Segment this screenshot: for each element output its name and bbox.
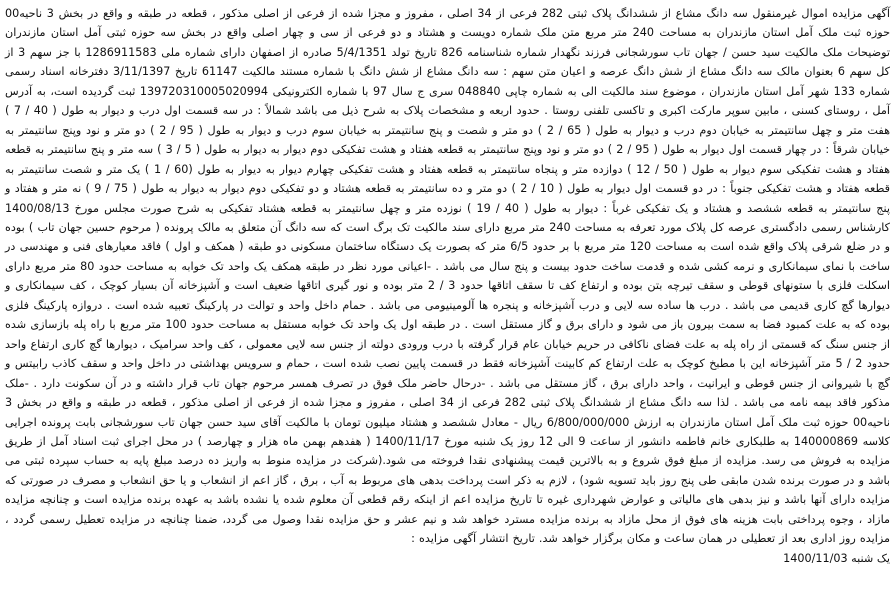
auction-notice-publish-date: یک شنبه 1400/11/03 [783, 551, 890, 565]
auction-notice-body: آگهی مزایده اموال غیرمنقول سه دانگ مشاع از ششدانگ پلاک ثبتی 282 فرعی از 34 اصلی ، مفروز و مجزا شده از فرعی از اصلی مذکور ، قطعه در طبقه و واقع در بخش 3 ناحیه00 حوزه ثبت ملک آمل استان مازندران به مساحت 240 متر مربع متن ملک شماره دویست و هشتاد و دو فرعی از سی و چهار اصلی واقع در بخش سه حوزه ثبتی آمل استان مازندران توضیحات ملک مالکیت سید حسن / جهان تاب سورشجانی فرزند نگهدار شماره شناسنامه 826 تاریخ تولد 5/4/1351 صادره از اصفهان دارای شماره ملی 1286911583 با جز سهم 3 از کل سهم 6 بعنوان مالک سه دانگ مشاع از شش دانگ عرصه و اعیان متن سهم : سه دانگ مشاع از شش دانگ با شماره مستند مالکیت 61147 تاریخ 3/11/1397 دفترخانه اسناد رسمی شماره 133 شهر آمل استان مازندران ، موضوع سند مالکیت الی به شماره چاپی 048840 سری ج سال 97 با شماره الکترونیکی 139720310005020994 ثبت گردیده است، به آدرس آمل ، روستای کسنی ، مابین سوپر مارکت اکبری و تاکسی تلفنی روستا . حدود اربعه و مشخصات پلاک به شرح ذیل می باشد شمالاً : در سه قسمت اول درب و دیوار به طول ( 40 / 7 ) هفت متر و چهل سانتیمتر به خیابان دوم درب و دیوار به طول ( 65 / 2 ) دو متر و شصت و پنج سانتیمتر به خیابان سوم درب و دیوار به طول ( 95 / 2 ) دو متر و نود وپنج سانتیمتر به خیابان شرقاً : در چهار قسمت اول دیوار به طول ( 95 / 2 ) دو متر و نود وپنج سانتیمتر به قطعه هفتاد و هشت تفکیکی دوم دیوار به دیوار به طول ( 5 / 3 ) سه متر و پنج سانتیمتر به قطعه هفتاد و هشت تفکیکی سوم دیوار به طول ( 50 / 12 ) دوازده متر و پنجاه سانتیمتر به قطعه هفتاد و هشت تفکیکی چهارم دیوار به دیوار به طول (60 / 1 ) یک متر و شصت سانتیمتر به قطعه هفتاد و هشت تفکیکی جنوباً : در دو قسمت اول دیوار به طول ( 10 / 2 ) دو متر و ده سانتیمتر به قطعه هشتاد و دو تفکیکی دوم دیوار به دیوار به طول ( 75 / 9 ) نه متر و هفتاد و پنج سانتیمتر به قطعه ششصد و هشتاد و یک تفکیکی غرباً : دیوار به طول ( 40 / 19 ) نوزده متر و چهل سانتیمتر به قطعه هشتاد تفکیکی به شرح صورت مجلس مورخ 1400/08/13 کارشناس رسمی دادگستری عرصه کل پلاک مورد تعرفه به مساحت 240 متر مربع دارای سند مالکیت تک برگ است که سه دانگ آن متعلق به مالک پرونده ( مرحوم حسین جهان تاب ) بوده و در ضلع شرقی پلاک واقع شده است به مساحت 120 متر مربع با بر حدود 6/5 متر که بصورت یک دستگاه ساختمان مسکونی دو طبقه ( همکف و اول ) فاقد معیارهای فنی و مهندسی در ساخت با نمای سیمانکاری و نرمه کشی شده و قدمت ساخت حدود بیست و پنج سال می باشد . -اعیانی مورد نظر در طبقه همکف یک واحد تک خوابه به مساحت حدود 80 متر مربع دارای اسکلت فلزی با ستونهای قوطی و سقف تیرچه بتن بوده و ارتفاع کف تا سقف اتاقها حدود 3 / 2 متر بوده و نور گیری اتاقها ضعیف است و آشپزخانه آن بسیار کوچک ، کف سیمانکاری و دیوارها گچ کاری قدیمی می باشد . درب ها ساده سه لایی و درب آشپزخانه و پنجره ها آلومینیومی می باشد . حمام داخل واحد و توالت در پارکینگ تعبیه شده است . دروازه پارکینگ فلزی بوده که به علت کمبود فضا به سمت بیرون باز می شود و دارای برق و گاز مستقل است . در طبقه اول یک واحد تک خوابه مستقل به مساحت حدود 100 متر مربع با راه پله بازسازی شده از جنس سنگ که قسمتی از راه پله به علت فضای ناکافی در حریم خیابان عام قرار گرفته با درب ورودی دولته از جنس سه لایی معمولی ، کف واحد سرامیک ، دیوارها گچ کاری ارتفاع واحد حدود 2 / 5 متر آشپزخانه این با مطبخ کوچک به علت ارتفاع کم کابینت آشپزخانه فقط در قسمت پایین نصب شده است ، حمام و سرویس بهداشتی در داخل واحد و سقف کاذب رابیتس و گچ با شیروانی از جنس قوطی و ایرانیت ، واحد دارای برق ، گاز مستقل می باشد . -درحال حاضر ملک فوق در تصرف همسر مرحوم جهان تاب قرار داشته و در آن سکونت دارد . -ملک مذکور فاقد بیمه نامه می باشد . لذا سه دانگ مشاع از ششدانگ پلاک ثبتی 282 فرعی از 34 اصلی ، مفروز و مجزا شده از فرعی از اصلی مذکور ، قطعه در طبقه و واقع در بخش 3 ناحیه00 حوزه ثبت ملک آمل استان مازندران به ارزش 6/800/000/000 ریال - معادل ششصد و هشتاد میلیون تومان با مالکیت آقای سید حسن جهان تاب سورشجانی بابت پرونده اجرایی کلاسه 140000869 به طلبکاری خانم فاطمه دانشور از ساعت 9 الی 12 روز یک شنبه مورخ 1400/11/17 ( هفدهم بهمن ماه هزار و چهارصد ) در محل اجرای ثبت اسناد آمل از طریق مزایده به فروش می رسد. مزایده از مبلغ فوق شروع و به بالاترین قیمت پیشنهادی نقدا فروخته می شود.(شرکت در مزایده منوط به واریز ده درصد مبلغ پایه به حساب سپرده ثبتی می باشد و در صورت برنده شدن مابقی طی پنج روز باید تسویه شود) ، لازم به ذکر است پرداخت بدهی های مربوط به آب ، برق ، گاز اعم از انشعاب و یا حق انشعاب و مصرف در صورتی که مزایده دارای آنها باشد و نیز بدهی های مالیاتی و عوارض شهرداری غیره تا تاریخ مزایده اعم از اینکه رقم قطعی آن معلوم شده یا نشده باشد به عهده برنده مزایده است و چنانچه مزایده مازاد ، وجوه پرداختی بابت هزینه های فوق از محل مازاد به برنده مزایده مسترد خواهد شد و نیم عشر و حق مزایده نقدا وصول می گردد، ضمنا چنانچه در مزایده تعطیل رسمی گردد ، مزایده روز اداری بعد از تعطیلی در همان ساعت و مکان برگزار خواهد شد. تاریخ انتشار آگهی مزایده : [5, 7, 891, 546]
